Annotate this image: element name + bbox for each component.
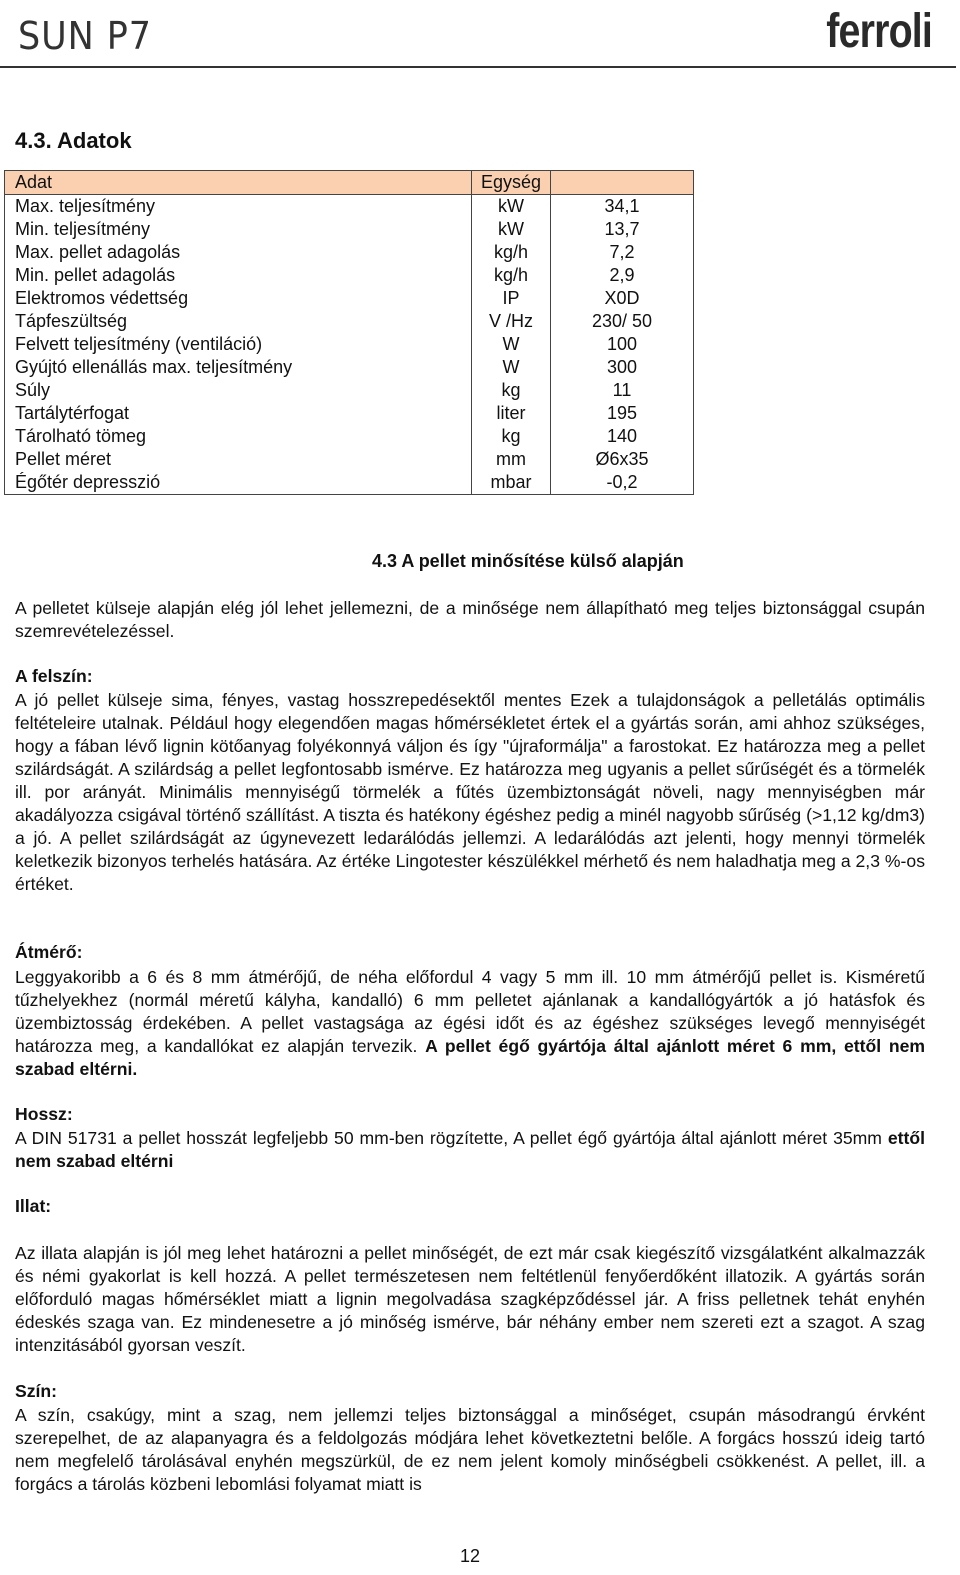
cell-egyseg: kg/h — [472, 264, 551, 287]
header-divider — [0, 66, 956, 68]
cell-egyseg: kW — [472, 195, 551, 219]
header-cell-value — [551, 171, 694, 195]
page-number: 12 — [460, 1546, 481, 1566]
cell-value: 195 — [551, 402, 694, 425]
cell-egyseg: IP — [472, 287, 551, 310]
cell-adat: Súly — [5, 379, 472, 402]
cell-adat: Tápfeszültség — [5, 310, 472, 333]
cell-egyseg: mbar — [472, 471, 551, 495]
table-row — [5, 310, 694, 333]
intro-paragraph: A pelletet külseje alapján elég jól lehet jellemezni, de a minősége nem állapítható meg teljes biztonsággal csupán szemrevételezéssel. — [15, 598, 925, 641]
table-row — [5, 333, 694, 356]
cell-adat: Max. teljesítmény — [5, 195, 472, 219]
cell-adat: Elektromos védettség — [5, 287, 472, 310]
table-row — [5, 287, 694, 310]
table-row — [5, 195, 694, 219]
table-row — [5, 425, 694, 448]
cell-adat: Tárolható tömeg — [5, 425, 472, 448]
cell-value: 13,7 — [551, 218, 694, 241]
felszin-heading — [15, 666, 93, 687]
table-header-row — [5, 171, 694, 195]
cell-egyseg: kg/h — [472, 241, 551, 264]
cell-value: Ø6x35 — [551, 448, 694, 471]
cell-adat: Pellet méret — [5, 448, 472, 471]
cell-adat: Min. teljesítmény — [5, 218, 472, 241]
cell-adat: Égőtér depresszió — [5, 471, 472, 495]
illat-paragraph: Az illata alapján is jól meg lehet határozni a pellet minőségét, de ezt már csak kiegészítő vizsgálatként alkalmazzák és némi gyakorlat is kell hozzá. A pellet természetesen nem feltétlenül fenyőerdőként illatozik. A gyártás során előforduló magas hőmérséklet miatt a lignin megolvadása szagképződéssel jár. A friss pelletnek tehát enyhén édeskés szaga van. Ez mindenesetre a jó minőség ismérve, bár néhány ember nem szereti ezt a szagot. A szag intenzitásából gyorsan veszít. — [15, 1243, 925, 1355]
cell-egyseg: liter — [472, 402, 551, 425]
cell-adat: Felvett teljesítmény (ventiláció) — [5, 333, 472, 356]
cell-adat: Tartálytérfogat — [5, 402, 472, 425]
cell-egyseg: kg — [472, 379, 551, 402]
cell-adat: Gyújtó ellenállás max. teljesítmény — [5, 356, 472, 379]
specs-table — [4, 170, 694, 495]
illat-heading: Illat: — [15, 1196, 52, 1216]
atmero-paragraph — [15, 966, 925, 1081]
ferroli-logo: ferroli — [826, 5, 932, 58]
cell-adat: Max. pellet adagolás — [5, 241, 472, 264]
section-title: 4.3. Adatok — [15, 128, 132, 153]
table-row — [5, 241, 694, 264]
felszin-label: A felszín: — [15, 666, 93, 686]
hossz-bold: ettől nem szabad eltérni — [15, 1128, 925, 1171]
cell-value: 300 — [551, 356, 694, 379]
subsection-title: 4.3 A pellet minősítése külső alapján — [372, 551, 684, 571]
cell-value: 7,2 — [551, 241, 694, 264]
page-header — [0, 0, 960, 70]
header-cell-adat: Adat — [5, 171, 472, 195]
cell-egyseg: W — [472, 356, 551, 379]
cell-egyseg: kW — [472, 218, 551, 241]
cell-value: X0D — [551, 287, 694, 310]
felszin-paragraph: A jó pellet külseje sima, fényes, vastag hosszrepedésektől mentes Ezek a tulajdonságok a pelletálás optimális feltételeire utalnak. Például hogy elegendően magas hőmérsékletet értek el a gyártás során, ami ahhoz szükséges, hogy a fában lévő lignin kötőanyag folyékonnyá váljon és így "újraformálja" a farostokat. Ez határozza meg a pellet szilárdságát. A szilárdság a pellet legfontosabb ismérve. Ez határozza meg ugyanis a pellet sűrűségét és a törmelék ill. por arányát. Minimális mennyiségű törmelék a fűtés üzembiztonságát növeli, nagy mennyiségben már akadályozza csigával történő szállítást. A tiszta és hatékony égéshez pedig a minél nagyobb sűrűség (>1,12 kg/dm3) a jó. A pellet szilárdságát az úgynevezett ledarálódás jellemzi. A ledarálódás azt jelenti, hogy mennyi törmelék keletkezik bizonyos terhelés hatására. Az értéke Lingotester készülékkel mérhető és nem haladhatja meg a 2,3 %-os értéket. — [15, 690, 925, 894]
cell-value: -0,2 — [551, 471, 694, 495]
hossz-text: A DIN 51731 a pellet hosszát legfeljebb 50 mm-ben rögzítette, A pellet égő gyártója által ajánlott méret 35mm — [15, 1128, 888, 1148]
table-row — [5, 402, 694, 425]
hossz-paragraph — [15, 1127, 925, 1173]
table-row — [5, 356, 694, 379]
cell-value: 11 — [551, 379, 694, 402]
szin-paragraph: A szín, csakúgy, mint a szag, nem jellemzi teljes biztonsággal a minőséget, csupán másodrangú érvként szerepelhet, de az alapanyagra és a feldolgozás módjára lehet következtetni belőle. A forgács hosszú ideig tartó nem megfelelő tárolásával enyhén megszürkül, de ez nem jelent komoly minőségbeli csökkenést. A pellet, ill. a forgács a tárolás közbeni lebomlási folyamat miatt is — [15, 1405, 925, 1494]
atmero-text: Leggyakoribb a 6 és 8 mm átmérőjű, de néha előfordul 4 vagy 5 mm ill. 10 mm átmérőjű pellet is. Kisméretű tűzhelyekhez (normál méretű kályha, kandalló) 6 mm pelletet ajánlanak a kandallógyártók a jó hatásfok és üzembiztosság érdekében. A pellet vastagsága az égési időt és az égéshez szükséges levegő mennyiségét határozza meg, a kandallókat ez alapján tervezik. — [15, 967, 925, 1056]
atmero-bold: A pellet égő gyártója által ajánlott méret 6 mm, ettől nem szabad eltérni. — [15, 1036, 926, 1079]
cell-egyseg: W — [472, 333, 551, 356]
table-row — [5, 448, 694, 471]
cell-value: 2,9 — [551, 264, 694, 287]
cell-value: 140 — [551, 425, 694, 448]
cell-adat: Min. pellet adagolás — [5, 264, 472, 287]
cell-egyseg: mm — [472, 448, 551, 471]
specs-table-body — [5, 171, 694, 495]
cell-value: 34,1 — [551, 195, 694, 219]
cell-value: 100 — [551, 333, 694, 356]
cell-egyseg: V /Hz — [472, 310, 551, 333]
szin-heading: Szín: — [15, 1381, 58, 1401]
table-row — [5, 471, 694, 495]
hossz-heading: Hossz: — [15, 1104, 73, 1124]
cell-egyseg: kg — [472, 425, 551, 448]
model-title: SUN P7 — [18, 14, 152, 58]
cell-value: 230/ 50 — [551, 310, 694, 333]
table-row — [5, 218, 694, 241]
atmero-heading: Átmérő: — [15, 942, 83, 962]
table-row — [5, 264, 694, 287]
table-row — [5, 379, 694, 402]
header-cell-egyseg: Egység — [472, 171, 551, 195]
